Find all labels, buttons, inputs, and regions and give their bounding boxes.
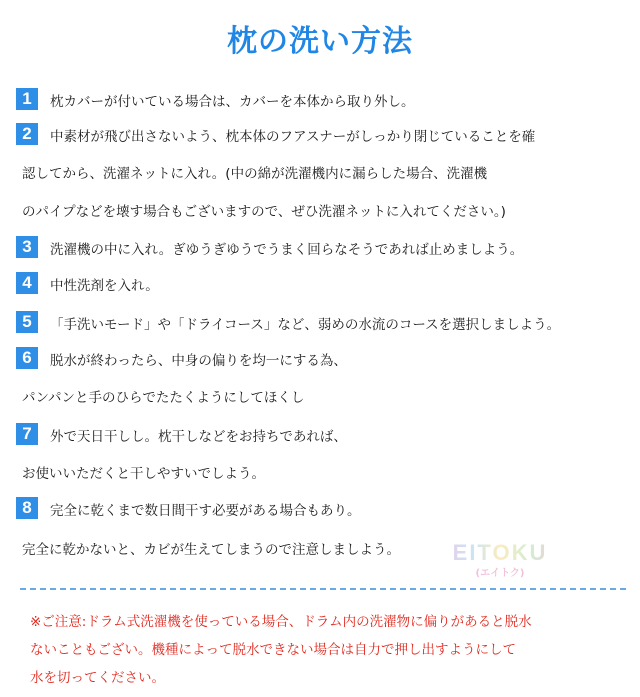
step-text: 「手洗いモード」や「ドライコース」など、弱めの水流のコースを選択しましよう。 bbox=[50, 317, 561, 333]
step-text: 洗濯機の中に入れ。ぎゆうぎゆうでうまく回らなそうであれば止めましよう。 bbox=[50, 242, 524, 258]
step-text: 認してから、洗濯ネットに入れ。(中の綿が洗濯機内に漏らした場合、洗濯機 bbox=[22, 166, 488, 182]
step-number-badge: 2 bbox=[16, 123, 38, 145]
caution-note-line: ないこともござい。機種によって脱水できない場合は自力で押し出すようにして bbox=[30, 642, 516, 658]
watermark-main-text: EITOKU bbox=[440, 540, 560, 566]
step-text: 完全に乾くまで数日間干す必要がある場合もあり。 bbox=[50, 503, 361, 519]
page-title: 枕の洗い方法 bbox=[227, 24, 413, 59]
step-number-badge: 6 bbox=[16, 347, 38, 369]
step-number-badge: 5 bbox=[16, 311, 38, 333]
step-number-badge: 1 bbox=[16, 88, 38, 110]
step-text: 外で天日干しし。枕干しなどをお持ちであれば、 bbox=[50, 429, 347, 445]
step-text: 中性洗剤を入れ。 bbox=[50, 278, 159, 294]
step-number-badge: 7 bbox=[16, 423, 38, 445]
step-text: 中素材が飛び出さないよう、枕本体のフアスナーがしっかり閉じていることを確 bbox=[50, 129, 536, 145]
step-text: 脱水が終わったら、中身の偏りを均一にする為、 bbox=[50, 353, 347, 369]
step-number-badge: 8 bbox=[16, 497, 38, 519]
step-text: パンパンと手のひらでたたくようにしてほくし bbox=[22, 390, 305, 406]
step-text: のパイプなどを壊す場合もございますので、ぜひ洗濯ネットに入れてください。) bbox=[22, 204, 506, 220]
step-text: お使いいただくと干しやすいでしよう。 bbox=[22, 466, 265, 482]
step-number-badge: 4 bbox=[16, 272, 38, 294]
step-number-badge: 3 bbox=[16, 236, 38, 258]
step-text: 完全に乾かないと、カビが生えてしまうので注意しましよう。 bbox=[22, 542, 400, 558]
step-text: 枕カバーが付いている場合は、カバーを本体から取り外し。 bbox=[50, 94, 415, 110]
dashed-divider bbox=[20, 588, 626, 590]
caution-note-line: 水を切ってください。 bbox=[30, 670, 165, 686]
caution-note-line: ※ご注意:ドラム式洗濯機を使っている場合、ドラム内の洗濯物に偏りがあると脱水 bbox=[30, 614, 532, 630]
eitoku-watermark-logo bbox=[440, 540, 560, 579]
watermark-sub-text: (エイトク) bbox=[475, 568, 525, 579]
